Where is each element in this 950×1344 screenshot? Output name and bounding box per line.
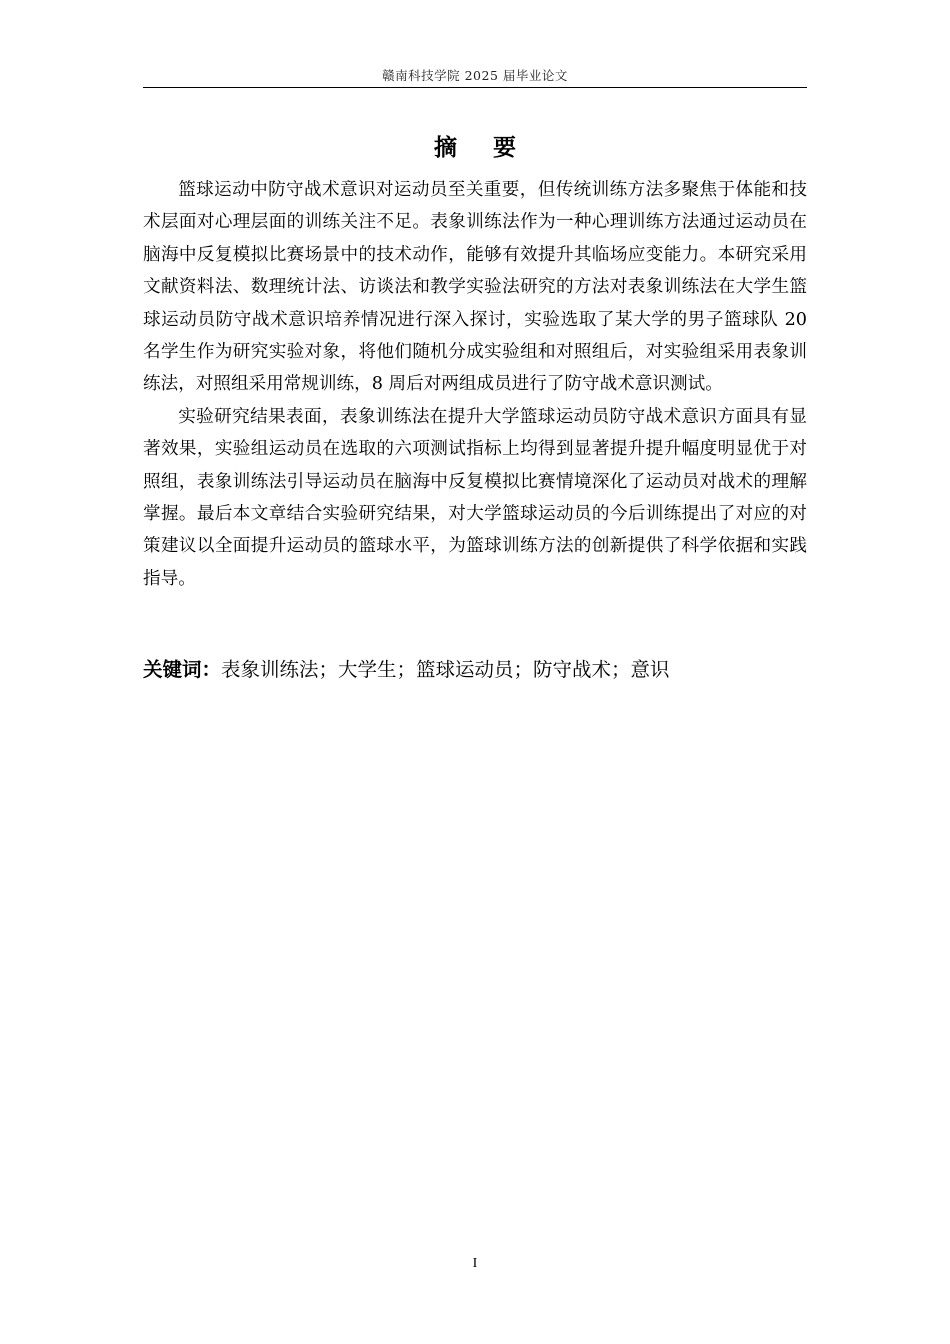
keywords-line: [143, 654, 807, 686]
abstract-paragraph: 实验研究结果表面，表象训练法在提升大学篮球运动员防守战术意识方面具有显著效果，实验组运动员在选取的六项测试指标上均得到显著提升提升幅度明显优于对照组，表象训练法引导运动员在脑海中反复模拟比赛情境深化了运动员对战术的理解掌握。最后本文章结合实验研究结果，对大学篮球运动员的今后训练提出了对应的对策建议以全面提升运动员的篮球水平，为篮球训练方法的创新提供了科学依据和实践指导。: [143, 406, 807, 589]
keywords-text: 表象训练法；大学生；篮球运动员；防守战术；意识: [221, 658, 670, 681]
running-header: 赣南科技学院 2025 届毕业论文: [382, 68, 568, 83]
abstract-paragraph: 篮球运动中防守战术意识对运动员至关重要，但传统训练方法多聚焦于体能和技术层面对心理层面的训练关注不足。表象训练法作为一种心理训练方法通过运动员在脑海中反复模拟比赛场景中的技术动作，能够有效提升其临场应变能力。本研究采用文献资料法、数理统计法、访谈法和教学实验法研究的方法对表象训练法在大学生篮球运动员防守战术意识培养情况进行深入探讨，实验选取了某大学的男子篮球队 20 名学生作为研究实验对象，将他们随机分成实验组和对照组后，对实验组采用表象训练法，对照组采用常规训练，8 周后对两组成员进行了防守战术意识测试。: [143, 180, 807, 395]
header-rule: [143, 87, 807, 88]
abstract-body: [143, 174, 807, 595]
page-number: I: [472, 1256, 478, 1271]
keywords-label: 关键词：: [143, 658, 222, 681]
abstract-title: 摘 要: [433, 135, 530, 161]
